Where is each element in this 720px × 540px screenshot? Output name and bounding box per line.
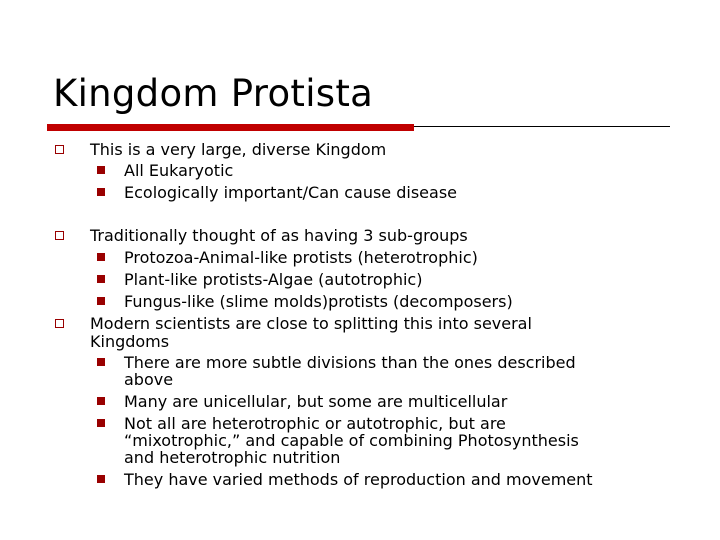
solid-square-bullet-icon — [97, 253, 105, 261]
solid-square-bullet-icon — [97, 419, 105, 427]
bullet-point-line: Modern scientists are close to splitting this into several — [90, 314, 532, 333]
solid-square-bullet-icon — [97, 475, 105, 483]
solid-square-bullet-icon — [97, 166, 105, 174]
sub-bullet-point: Ecologically important/Can cause disease — [124, 183, 457, 202]
sub-bullet-point-line: above — [124, 370, 174, 389]
sub-bullet-point-line: “mixotrophic,” and capable of combining Photosynthesis — [124, 431, 579, 450]
sub-bullet-point: Many are unicellular, but some are multicellular — [124, 392, 508, 411]
hollow-square-bullet-icon — [55, 231, 64, 240]
bullet-point: Traditionally thought of as having 3 sub-groups — [90, 226, 468, 245]
sub-bullet-point: They have varied methods of reproduction and movement — [124, 470, 593, 489]
sub-bullet-point: All Eukaryotic — [124, 161, 234, 180]
solid-square-bullet-icon — [97, 358, 105, 366]
sub-bullet-point: Plant-like protists-Algae (autotrophic) — [124, 270, 423, 289]
sub-bullet-point-line: There are more subtle divisions than the ones described — [124, 353, 576, 372]
bullet-point: This is a very large, diverse Kingdom — [90, 140, 387, 159]
sub-bullet-point-line: Not all are heterotrophic or autotrophic, but are — [124, 414, 506, 433]
hollow-square-bullet-icon — [55, 319, 64, 328]
solid-square-bullet-icon — [97, 397, 105, 405]
bullet-point-line: Kingdoms — [90, 332, 170, 351]
sub-bullet-point-line: and heterotrophic nutrition — [124, 448, 341, 467]
solid-square-bullet-icon — [97, 275, 105, 283]
sub-bullet-point: Protozoa-Animal-like protists (heterotrophic) — [124, 248, 478, 267]
solid-square-bullet-icon — [97, 188, 105, 196]
slide-title: Kingdom Protista — [53, 72, 374, 115]
hollow-square-bullet-icon — [55, 145, 64, 154]
sub-bullet-point: Fungus-like (slime molds)protists (decomposers) — [124, 292, 513, 311]
solid-square-bullet-icon — [97, 297, 105, 305]
